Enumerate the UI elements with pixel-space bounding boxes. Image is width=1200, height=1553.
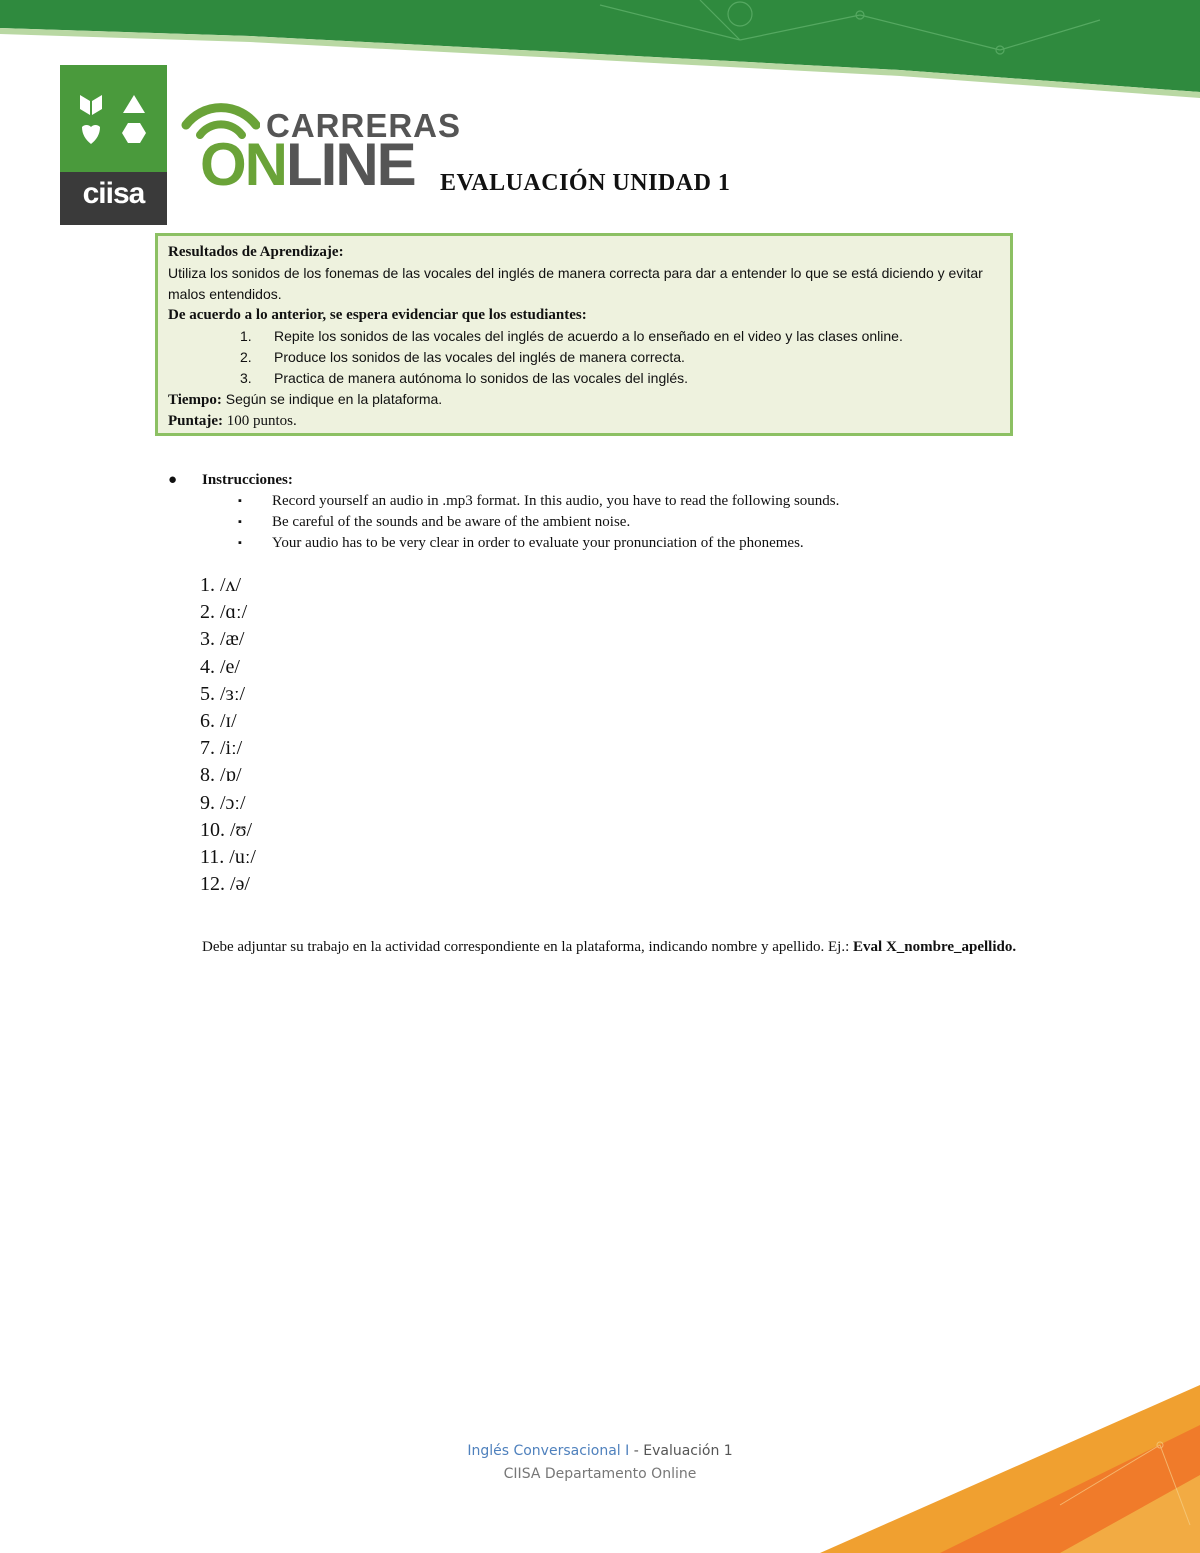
list-item-text: Your audio has to be very clear in order to evaluate your pronunciation of the phonemes.: [272, 535, 804, 551]
outcomes-expectation: De acuerdo a lo anterior, se espera evidenciar que los estudiantes:: [168, 307, 587, 323]
phoneme-item: 4. /e/: [200, 655, 240, 678]
top-banner: [0, 0, 1200, 110]
list-item-text: Record yourself an audio in .mp3 format. In this audio, you have to read the following sounds.: [272, 493, 840, 509]
carreras-online-logo: [180, 95, 462, 198]
list-item: [168, 512, 1068, 533]
list-item-text: Practica de manera autónoma lo sonidos de las vocales del inglés.: [274, 370, 689, 386]
list-item-text: Be careful of the sounds and be aware of the ambient noise.: [272, 514, 631, 530]
time-label: Tiempo:: [168, 392, 222, 408]
carreras-text: CARRERAS: [266, 107, 462, 144]
list-item-number: 3.: [240, 370, 252, 386]
phoneme-item: 10. /ʊ/: [200, 818, 253, 841]
phoneme-item: 7. /iː/: [200, 737, 243, 760]
learning-outcomes-box: [155, 233, 1013, 436]
phoneme-item: 9. /ɔː/: [200, 791, 246, 814]
list-item: [168, 533, 1068, 554]
instructions-list: [168, 491, 1068, 554]
footer-evaluation: Evaluación 1: [643, 1443, 733, 1459]
phoneme-item: 12. /ə/: [200, 873, 250, 896]
square-bullet-icon: ▪: [238, 537, 242, 549]
online-text-line: LINE: [286, 131, 415, 198]
phoneme-item: 6. /ɪ/: [200, 710, 237, 733]
bullet-icon: ●: [168, 472, 178, 488]
attachment-note-example: Eval X_nombre_apellido.: [853, 939, 1017, 955]
list-item: [168, 347, 1010, 368]
list-item-number: 2.: [240, 349, 252, 365]
list-item-text: Repite los sonidos de las vocales del inglés de acuerdo a lo enseñado en el video y las clases online.: [274, 328, 903, 344]
outcomes-description: Utiliza los sonidos de los fonemas de las vocales del inglés de manera correcta para dar a entender lo que se está diciendo y evitar malos entendidos.: [168, 265, 983, 302]
list-item: [168, 491, 1068, 512]
document-title: EVALUACIÓN UNIDAD 1: [440, 170, 731, 196]
phoneme-item: 3. /æ/: [200, 628, 245, 651]
ciisa-logo-text: ciisa: [82, 177, 145, 210]
phoneme-item: 5. /ɜː/: [200, 682, 246, 705]
phoneme-item: 8. /ɒ/: [200, 764, 242, 787]
phoneme-item: 1. /ʌ/: [200, 574, 242, 596]
score-value: 100 puntos.: [223, 413, 297, 429]
ciisa-logo-shapes-icon: [60, 65, 167, 172]
footer: [0, 1440, 1200, 1486]
phoneme-item: 11. /uː/: [200, 846, 256, 869]
footer-separator: -: [629, 1443, 644, 1459]
instructions-heading-text: Instrucciones:: [202, 472, 293, 488]
outcomes-list: [168, 326, 1010, 389]
instructions-section: [168, 470, 1068, 554]
phoneme-item: 2. /ɑː/: [200, 601, 248, 624]
phoneme-list: [200, 572, 256, 898]
attachment-note-text: Debe adjuntar su trabajo en la actividad correspondiente en la plataforma, indicando nombre y apellido. Ej.:: [202, 939, 854, 955]
ciisa-logo: [60, 65, 167, 225]
list-item-text: Produce los sonidos de las vocales del inglés de manera correcta.: [274, 349, 685, 365]
list-item: [168, 326, 1010, 347]
online-text-on: ON: [200, 131, 286, 198]
time-value: Según se indique en la plataforma.: [221, 391, 443, 407]
time-row: [168, 389, 1010, 411]
list-item: [168, 368, 1010, 389]
square-bullet-icon: ▪: [238, 495, 242, 507]
square-bullet-icon: ▪: [238, 516, 242, 528]
list-item-number: 1.: [240, 328, 252, 344]
score-label: Puntaje:: [168, 413, 223, 429]
outcomes-heading: Resultados de Aprendizaje:: [168, 244, 344, 260]
footer-department: CIISA Departamento Online: [503, 1466, 697, 1482]
instructions-heading: [168, 470, 1068, 491]
footer-line-1: [0, 1440, 1200, 1463]
attachment-note: [202, 937, 1034, 958]
online-text: [200, 131, 415, 198]
score-row: [168, 411, 1010, 432]
footer-course: Inglés Conversacional I: [467, 1443, 630, 1459]
